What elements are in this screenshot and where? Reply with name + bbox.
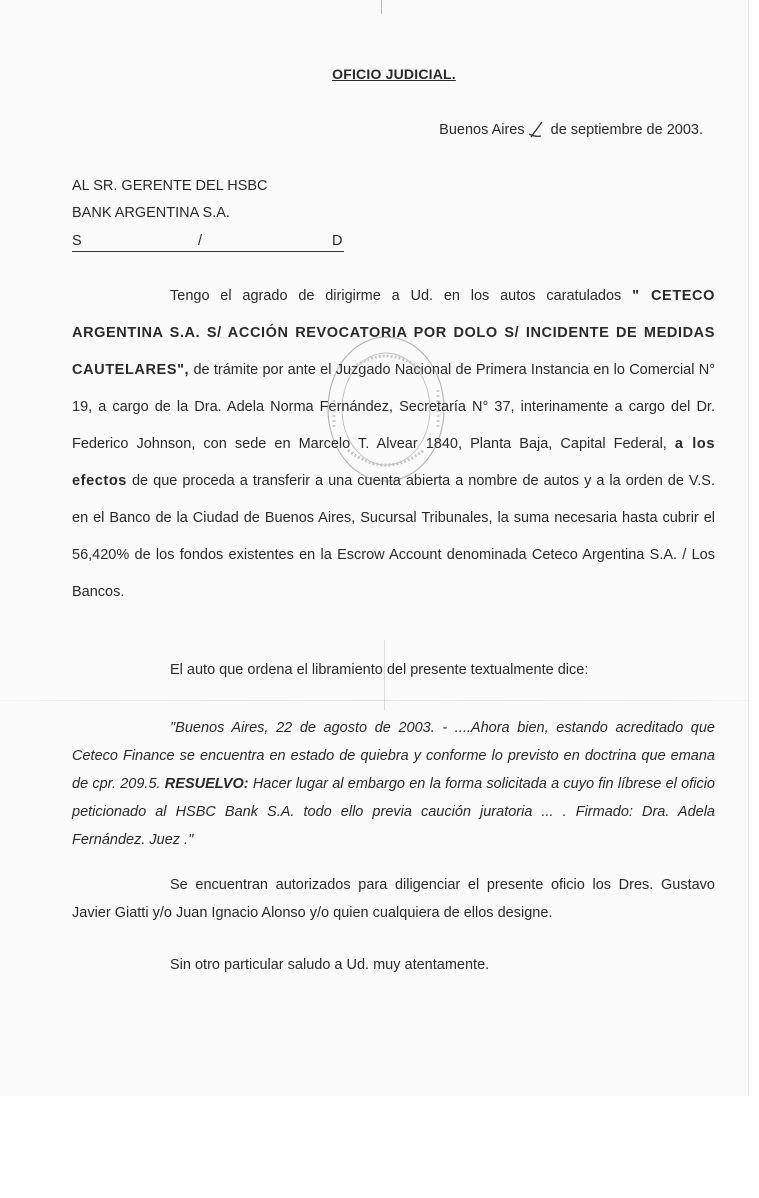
body-p1-emphasis: a los efectos [72, 436, 715, 489]
closing-line: Sin otro particular saludo a Ud. muy atentamente. [170, 957, 490, 973]
document-title: OFICIO JUDICIAL. [332, 66, 456, 82]
recipient-line-1: AL SR. GERENTE DEL HSBC [72, 178, 268, 194]
quote-b: Hacer lugar al embargo en la forma solicitada a cuyo fin líbrese el oficio peticionado al HSBC Bank S.A. todo ello previa caución juratoria ... . Firmado: Dra. Adela Fernández. Juez ." [72, 776, 715, 848]
page-mark [381, 0, 382, 14]
fold-line [0, 700, 748, 701]
recipient-line-2: BANK ARGENTINA S.A. [72, 205, 230, 221]
body-p1-b: de trámite por ante el Juzgado Nacional de Primera Instancia en lo Comercial N° 19, a cargo de la Dra. Adela Norma Fernández, Secretaría N° 37, interinamente a cargo del Dr. Federico Johnson, con sede en Marcelo T. Alvear 1840, Planta Baja, Capital Federal, [72, 362, 715, 452]
body-paragraph-3: Se encuentran autorizados para diligenciar el presente oficio los Dres. Gustavo Javier Giatti y/o Juan Ignacio Alonso y/o quien cualquiera de ellos designe. [72, 877, 715, 921]
date-place: Buenos Aires [439, 121, 525, 138]
body-p1-c: de que proceda a transferir a una cuenta abierta a nombre de autos y a la orden de V.S. en el Banco de la Ciudad de Buenos Aires, Sucursal Tribunales, la suma necesaria hasta cubrir el 56,420% de los fondos existentes en la Escrow Account denominada Ceteco Argentina S.A. / Los Bancos. [72, 473, 715, 600]
recipient-slash: / [198, 233, 203, 249]
recipient-d: D [332, 233, 343, 249]
quote-resolution: RESUELVO: [164, 776, 249, 792]
handwritten-day-mark [525, 121, 547, 139]
case-title: " CETECO ARGENTINA S.A. S/ ACCIÓN REVOCATORIA POR DOLO S/ INCIDENTE DE MEDIDAS CAUTELARES", [72, 288, 715, 378]
court-seal-stamp [320, 330, 452, 488]
recipient-line-3 [72, 233, 344, 252]
court-order-quote [72, 714, 715, 854]
date-rest: de septiembre de 2003. [546, 121, 703, 138]
body-paragraph-2: El auto que ordena el libramiento del presente textualmente dice: [170, 662, 589, 678]
recipient-s: S [72, 233, 82, 249]
date-line [439, 121, 703, 139]
quote-a: "Buenos Aires, 22 de agosto de 2003. - ....Ahora bien, estando acreditado que Ceteco Finance se encuentra en estado de quiebra y conforme lo previsto en doctrina que emana de cpr. 209.5. [72, 720, 715, 792]
body-p1-a: Tengo el agrado de dirigirme a Ud. en los autos caratulados [170, 288, 633, 304]
